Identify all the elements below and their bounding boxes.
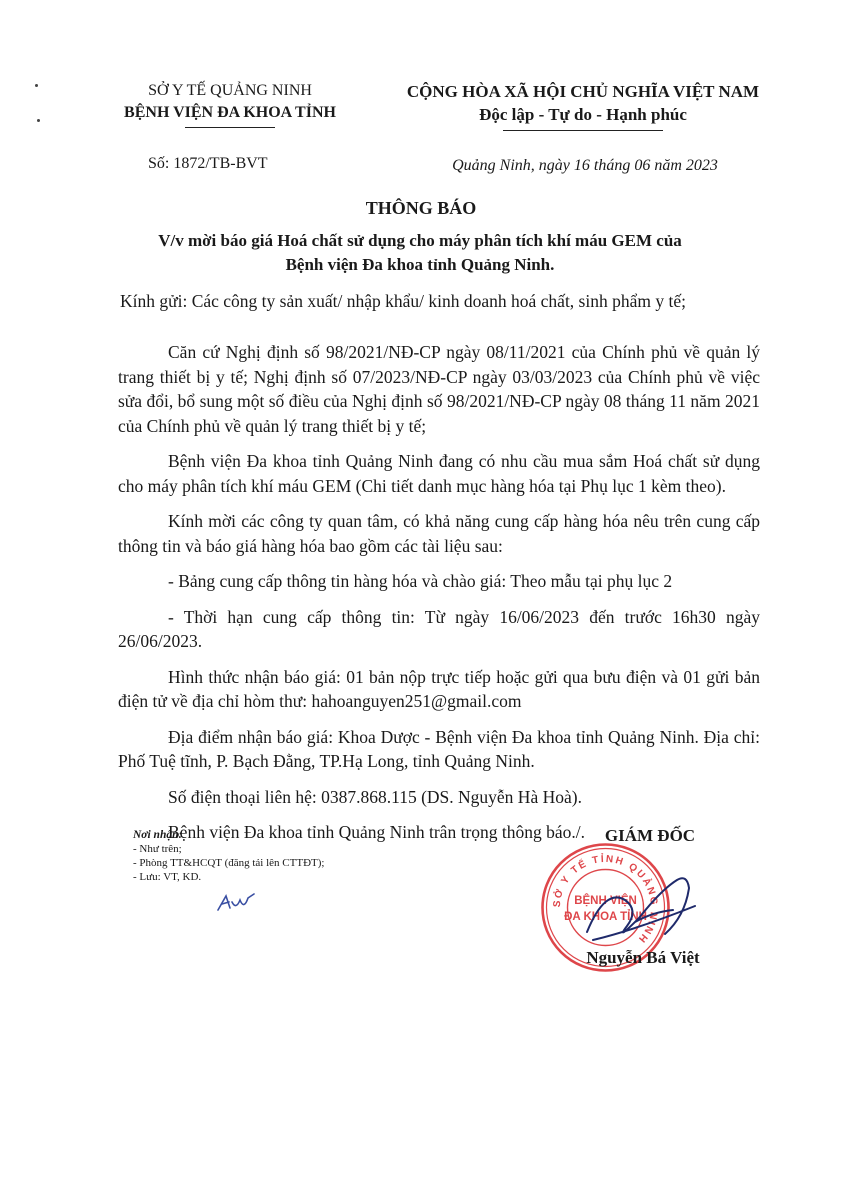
body-paragraph: Số điện thoại liên hệ: 0387.868.115 (DS. Nguyễn Hà Hoà). bbox=[168, 786, 582, 807]
body-paragraph: - Thời hạn cung cấp thông tin: Từ ngày 16/06/2023 đến trước 16h30 ngày 26/06/2023. bbox=[118, 606, 760, 651]
body-paragraph: Kính mời các công ty quan tâm, có khả năng cung cấp hàng hóa nêu trên cung cấp thông tin và báo giá hàng hóa bao gồm các tài liệu sau: bbox=[118, 511, 760, 556]
greeting: Kính gửi: Các công ty sản xuất/ nhập khẩu/ kinh doanh hoá chất, sinh phẩm y tế; bbox=[120, 291, 686, 311]
scan-dot bbox=[37, 119, 40, 122]
place-date: Quảng Ninh, ngày 16 tháng 06 năm 2023 bbox=[452, 157, 718, 174]
issuing-agency bbox=[100, 80, 360, 128]
subject-line: Bệnh viện Đa khoa tỉnh Quảng Ninh. bbox=[285, 255, 555, 274]
signer-name: Nguyễn Bá Việt bbox=[586, 948, 700, 967]
body-paragraph: Căn cứ Nghị định số 98/2021/NĐ-CP ngày 08/11/2021 của Chính phủ về quản lý trang thiết bị y tế; Nghị định số 07/2023/NĐ-CP ngày 03/03/2023 của Chính phủ về việc sửa đổi, bổ sung một số điều của Nghị định số 98/2021/NĐ-CP ngày 08 tháng 11 năm 2021 của Chính phủ về quản lý trang thiết bị y tế; bbox=[118, 342, 760, 436]
stamp-ring-text: SỞ Y TẾ TỈNH QUẢNG NINH bbox=[551, 853, 660, 946]
agency-underline bbox=[185, 127, 275, 128]
handwritten-signature bbox=[565, 860, 715, 955]
recipient-item: - Như trên; bbox=[133, 843, 182, 855]
body-paragraph: Bệnh viện Đa khoa tỉnh Quảng Ninh đang có nhu cầu mua sắm Hoá chất sử dụng cho máy phân tích khí máu GEM (Chi tiết danh mục hàng hóa tại Phụ lục 1 kèm theo). bbox=[118, 451, 760, 496]
stamp-text-line: BỆNH VIỆN bbox=[574, 895, 637, 907]
recipients-heading: Nơi nhận: bbox=[133, 829, 183, 841]
document-title: THÔNG BÁO bbox=[365, 198, 477, 218]
body-paragraph: Bệnh viện Đa khoa tỉnh Quảng Ninh trân trọng thông báo./. bbox=[168, 822, 586, 842]
subject-line: V/v mời báo giá Hoá chất sử dụng cho máy phân tích khí máu GEM của bbox=[158, 231, 682, 250]
body-paragraph: Địa điểm nhận báo giá: Khoa Dược - Bệnh viện Đa khoa tỉnh Quảng Ninh. Địa chỉ: Phố Tuệ tĩnh, P. Bạch Đằng, TP.Hạ Long, tỉnh Quảng Ninh. bbox=[118, 726, 760, 771]
recipients-block bbox=[133, 828, 324, 884]
body-paragraph: - Bảng cung cấp thông tin hàng hóa và chào giá: Theo mẫu tại phụ lục 2 bbox=[168, 571, 673, 591]
document-number: Số: 1872/TB-BVT bbox=[148, 155, 268, 172]
document-subject bbox=[110, 229, 730, 277]
signer-title: GIÁM ĐỐC bbox=[604, 826, 696, 845]
agency-name: BỆNH VIỆN ĐA KHOA TỈNH bbox=[124, 104, 336, 121]
motto-underline bbox=[503, 130, 663, 131]
stamp-text-line: ĐA KHOA TỈNH bbox=[564, 911, 647, 923]
nation-name: CỘNG HÒA XÃ HỘI CHỦ NGHĨA VIỆT NAM bbox=[406, 82, 760, 101]
recipient-item: - Phòng TT&HCQT (đăng tải lên CTTĐT); bbox=[133, 857, 325, 869]
scan-dot bbox=[35, 84, 38, 87]
handwritten-initials bbox=[214, 888, 274, 918]
body-paragraph: Hình thức nhận báo giá: 01 bản nộp trực tiếp hoặc gửi qua bưu điện và 01 gửi bản điện tử về địa chỉ hòm thư: hahoanguyen251@gmail.com bbox=[118, 666, 760, 711]
national-header bbox=[388, 80, 778, 131]
recipient-item: - Lưu: VT, KD. bbox=[133, 871, 202, 883]
document-body bbox=[118, 340, 760, 856]
national-motto: Độc lập - Tự do - Hạnh phúc bbox=[479, 105, 687, 124]
agency-parent: SỞ Y TẾ QUẢNG NINH bbox=[148, 82, 312, 99]
